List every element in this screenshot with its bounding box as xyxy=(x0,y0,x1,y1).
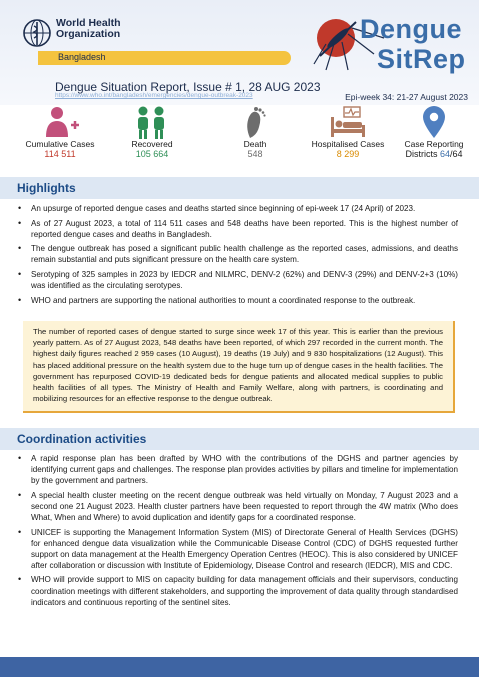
recovered-people-icon xyxy=(132,105,172,139)
stat-death xyxy=(215,105,295,159)
stat-hospitalised xyxy=(303,105,393,159)
key-figures xyxy=(0,105,479,171)
stat-value: 8 299 xyxy=(336,149,360,159)
coordination-list xyxy=(18,453,458,611)
report-title: Dengue Situation Report, Issue # 1, 28 AUG 2023 xyxy=(55,80,321,94)
stat-label: Cumulative Cases xyxy=(25,139,95,149)
stat-value-number: 64 xyxy=(439,149,450,159)
footprint-icon xyxy=(235,105,275,139)
list-item: • The dengue outbreak has posed a significant public health challenge as the reported cases, admissions, and deaths remain substantial and puts significant pressure on the health care system. xyxy=(18,243,458,265)
callout-text: The number of reported cases of dengue started to surge since week 17 of this year. This is earlier than the previous yearly pattern. As of 27 August 2023, 548 deaths have been reported, of which 297 recorded in the current month. The highest daily figures reached 2 959 cases (10 August), 19 deaths (19 July) and 9 830 hospitalizations (12 August). This has placed additional pressure on the health system due to the huge turn up of dengue cases in the health facilities. The government has repurposed COVID-19 dedicated beds for dengue patients and allocated medical supplies to public health facilities of all types. The Ministry of Health and Family Welfare, along with partners, is coordinating and mobilizing resources for an effective response to the dengue outbreak. xyxy=(33,327,443,404)
stat-label: Recovered xyxy=(131,139,173,149)
report-header xyxy=(0,0,479,105)
stat-value: 105 664 xyxy=(135,149,169,159)
org-name-line2: Organization xyxy=(56,28,121,40)
stat-value: 114 511 xyxy=(44,149,76,159)
list-item: • WHO will provide support to MIS on capacity building for data management officials and their supervisors, conducting coordination meetings with different stakeholders, and supporting the improvement of data quality through standardised indicators and continuous reporting of the sentinel sites. xyxy=(18,574,458,607)
stat-cumulative-cases xyxy=(20,105,100,159)
stat-reporting-districts xyxy=(397,105,471,159)
stat-value: 548 xyxy=(247,149,263,159)
brand-sitrep: SitRep xyxy=(377,44,466,74)
stat-value xyxy=(397,149,471,159)
highlights-heading xyxy=(0,177,479,199)
stat-label: Case Reporting xyxy=(404,139,464,149)
section-title: Coordination activities xyxy=(17,432,147,446)
coordination-heading xyxy=(0,428,479,450)
hospital-bed-icon xyxy=(328,105,368,139)
stat-label-2: Districts xyxy=(405,149,438,159)
stat-value-total: /64 xyxy=(450,149,463,159)
stat-recovered xyxy=(112,105,192,159)
brand-dengue: Dengue xyxy=(360,14,463,44)
summary-callout xyxy=(23,321,455,413)
location-pin-icon xyxy=(414,105,454,139)
highlights-list xyxy=(18,203,458,309)
list-item: • As of 27 August 2023, a total of 114 511 cases and 548 deaths have been reported. This is the highest number of reported dengue cases and deaths in Bangladesh. xyxy=(18,218,458,240)
patient-icon xyxy=(40,105,80,139)
list-item: • A rapid response plan has been drafted by WHO with the contributions of the DGHS and partner agencies by identifying current gaps and challenges. The response plan provides activities by pillars and timeline for implementation by the government and partners. xyxy=(18,453,458,486)
report-link[interactable]: https://www.who.int/bangladesh/emergencies/dengue-outbreak-2023 xyxy=(55,92,253,99)
list-item: • An upsurge of reported dengue cases and deaths started since beginning of epi-week 17 (24 April) of 2023. xyxy=(18,203,458,214)
list-item: • UNICEF is supporting the Management Information System (MIS) of Directorate General of Health Services (DGHS) for enhanced dengue data visualization while the Communicable Disease Control (CDC) of DGHS requested further support on data management at the Health Emergency Operation Centres (HEOC). This is also considered by UNICEF after collaboration or discussion with Institute of Epidemiology, Disease Control and research (IEDCR), MIS and CDC. xyxy=(18,527,458,571)
epi-week: Epi-week 34: 21-27 August 2023 xyxy=(345,92,468,102)
list-item: • Serotyping of 325 samples in 2023 by IEDCR and NILMRC, DENV-2 (62%) and DENV-3 (29%) and DENV-2+3 (10%) was identified as the circulating serotypes. xyxy=(18,269,458,291)
org-name-line1: World Health xyxy=(56,17,121,29)
section-title: Highlights xyxy=(17,181,76,195)
who-emblem-icon xyxy=(22,18,52,48)
list-item: • A special health cluster meeting on the recent dengue outbreak was held virtually on Monday, 7 August 2023 and a second one 21 August 2023. Health cluster partners have been requested to report through the 4W matrix (Who does What, When and Where) to avoid duplication and identify gaps for a coordinated response. xyxy=(18,490,458,523)
stat-label: Hospitalised Cases xyxy=(311,139,385,149)
footer-band xyxy=(0,657,479,677)
country-label: Bangladesh xyxy=(58,52,106,62)
list-item: • WHO and partners are supporting the national authorities to mount a coordinated response to the outbreak. xyxy=(18,295,458,306)
org-name xyxy=(56,18,121,40)
stat-label: Death xyxy=(243,139,267,149)
